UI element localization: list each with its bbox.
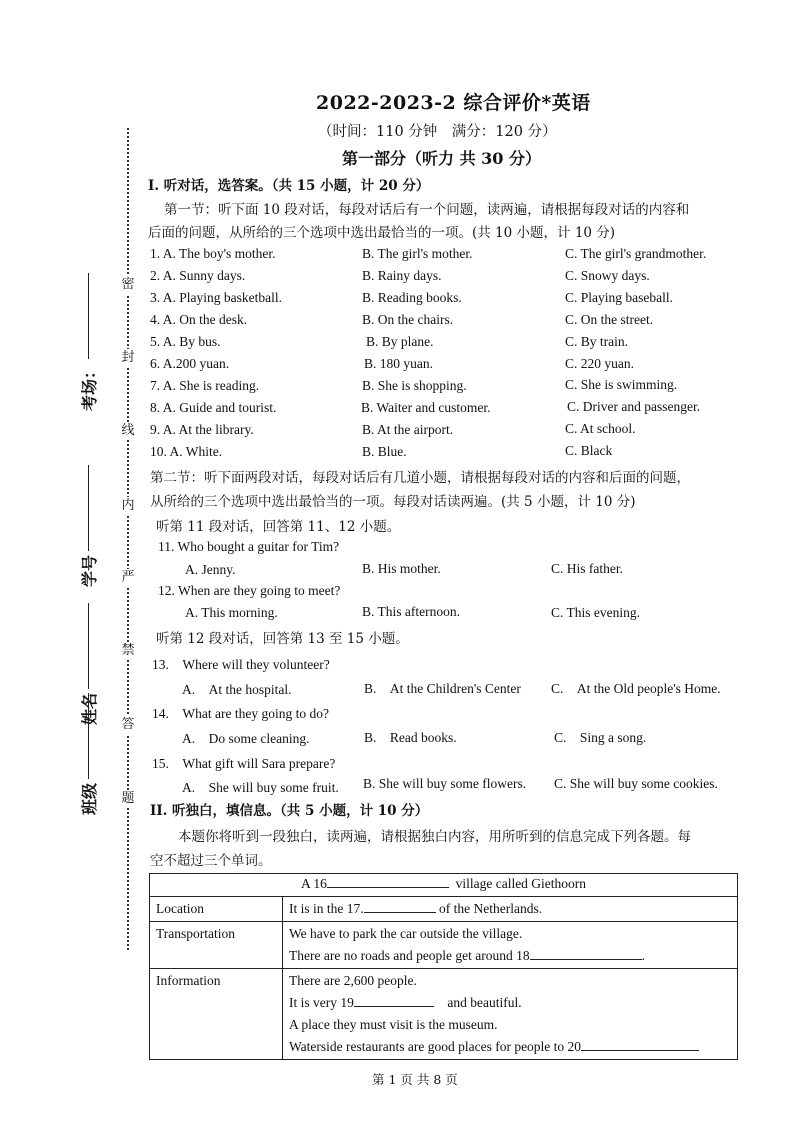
- q7-option-b[interactable]: B. She is shopping.: [362, 378, 467, 393]
- dialog12-instruction: 听第 12 段对话，回答第 13 至 15 小题。: [156, 631, 409, 647]
- q5-option-b[interactable]: B. By plane.: [366, 334, 434, 349]
- name-blank[interactable]: [88, 603, 89, 689]
- transport-label: Transportation: [150, 922, 283, 969]
- q8-option-a[interactable]: 8. A. Guide and tourist.: [150, 400, 277, 415]
- info-line: It is very 19: [289, 995, 354, 1010]
- section1-heading: I. 听对话，选答案。（共 15 小题，计 20 分）: [148, 178, 430, 194]
- q10-option-c[interactable]: C. Black: [565, 443, 613, 458]
- binding-dotted-line: [127, 128, 129, 950]
- transport-cell: [283, 922, 738, 969]
- seal-char: 线: [119, 422, 137, 440]
- section2-heading: II. 听独白，填信息。（共 5 小题，计 10 分）: [150, 803, 429, 819]
- section1-sub2-line1: 第二节：听下面两段对话，每段对话后有几道小题，请根据每段对话的内容和后面的问题，: [150, 470, 690, 486]
- q3-option-c[interactable]: C. Playing baseball.: [565, 290, 673, 305]
- q4-option-a[interactable]: 4. A. On the desk.: [150, 312, 248, 327]
- q11-question: 11. Who bought a guitar for Tim?: [158, 539, 340, 554]
- q6-option-b[interactable]: B. 180 yuan.: [364, 356, 433, 371]
- q4-option-c[interactable]: C. On the street.: [565, 312, 654, 327]
- page-number: 第 1 页 共 8 页: [372, 1072, 458, 1087]
- q8-option-b[interactable]: B. Waiter and customer.: [361, 400, 491, 415]
- q4-option-b[interactable]: B. On the chairs.: [362, 312, 454, 327]
- exam-room-label: 考场：: [79, 362, 99, 411]
- student-id-label: 学号: [79, 554, 99, 587]
- q14-option-b[interactable]: B. Read books.: [364, 730, 457, 745]
- transport-line: There are no roads and people get around 18: [289, 948, 530, 963]
- q15-option-c[interactable]: C. She will buy some cookies.: [554, 776, 718, 791]
- info-line: and beautiful.: [447, 995, 522, 1010]
- q12-option-b[interactable]: B. This afternoon.: [362, 604, 460, 619]
- q1-option-a[interactable]: 1. A. The boy's mother.: [150, 246, 276, 261]
- class-blank[interactable]: [88, 693, 89, 779]
- q1-option-c[interactable]: C. The girl's grandmother.: [565, 246, 707, 261]
- section2-desc-line1: 本题你将听到一段独白，读两遍，请根据独白内容，用所听到的信息完成下列各题。每: [178, 829, 691, 845]
- q10-option-a[interactable]: 10. A. White.: [150, 444, 223, 459]
- info-cell: [283, 969, 738, 1060]
- section1-sub1-line1: 第一节：听下面 10 段对话，每段对话后有一个问题，读两遍，请根据每段对话的内容和: [164, 202, 690, 218]
- q15-option-b[interactable]: B. She will buy some flowers.: [363, 776, 527, 791]
- seal-char: 内: [119, 497, 137, 515]
- q15-question: 15. What gift will Sara prepare?: [152, 756, 336, 771]
- q13-question: 13. Where will they volunteer?: [152, 657, 330, 672]
- seal-char: 答: [119, 716, 137, 734]
- q14-option-c[interactable]: C. Sing a song.: [554, 730, 647, 745]
- name-label: 姓名: [79, 692, 99, 725]
- q12-option-a[interactable]: A. This morning.: [185, 605, 278, 620]
- info-table: [149, 873, 738, 1060]
- part-one-heading: 第一部分（听力 共 30 分）: [342, 149, 541, 168]
- q8-option-c[interactable]: C. Driver and passenger.: [567, 399, 701, 414]
- q1-option-b[interactable]: B. The girl's mother.: [362, 246, 473, 261]
- page-title: 2022-2023-2 综合评价*英语: [316, 92, 591, 114]
- location-text: It is in the 17.: [289, 901, 364, 916]
- section1-sub1-line2: 后面的问题，从所给的三个选项中选出最恰当的一项。(共 10 小题，计 10 分): [148, 225, 616, 241]
- q6-option-c[interactable]: C. 220 yuan.: [565, 356, 634, 371]
- q2-option-b[interactable]: B. Rainy days.: [362, 268, 442, 283]
- q7-option-a[interactable]: 7. A. She is reading.: [150, 378, 260, 393]
- q11-option-a[interactable]: A. Jenny.: [185, 562, 236, 577]
- exam-room-field[interactable]: [77, 271, 99, 411]
- blank-20[interactable]: [581, 1038, 699, 1051]
- transport-line: .: [641, 948, 646, 963]
- q11-option-c[interactable]: C. His father.: [551, 561, 623, 576]
- q15-option-a[interactable]: A. She will buy some fruit.: [182, 780, 339, 795]
- q9-option-b[interactable]: B. At the airport.: [362, 422, 454, 437]
- seal-char: 密: [119, 276, 137, 294]
- location-text: of the Netherlands.: [439, 901, 543, 916]
- q9-option-a[interactable]: 9. A. At the library.: [150, 422, 254, 437]
- q3-option-b[interactable]: B. Reading books.: [362, 290, 462, 305]
- q13-option-c[interactable]: C. At the Old people's Home.: [551, 681, 721, 696]
- q9-option-c[interactable]: C. At school.: [565, 421, 636, 436]
- blank-17[interactable]: [364, 900, 436, 913]
- q14-question: 14. What are they going to do?: [152, 706, 329, 721]
- seal-char: 严: [119, 569, 137, 587]
- blank-16[interactable]: [327, 875, 449, 888]
- seal-char: 禁: [119, 642, 137, 660]
- info-line: Waterside restaurants are good places for people to 20: [289, 1039, 582, 1054]
- seal-char: 题: [119, 790, 137, 808]
- q13-option-a[interactable]: A. At the hospital.: [182, 682, 292, 697]
- blank-18[interactable]: [530, 947, 642, 960]
- exam-room-blank[interactable]: [88, 273, 89, 359]
- table-header-text: A 16: [300, 876, 327, 891]
- q7-option-c[interactable]: C. She is swimming.: [565, 377, 678, 392]
- q5-option-c[interactable]: C. By train.: [565, 334, 628, 349]
- student-id-field[interactable]: [77, 463, 99, 587]
- q12-question: 12. When are they going to meet?: [158, 583, 341, 598]
- location-label: Location: [150, 897, 283, 922]
- table-header: [150, 874, 738, 897]
- transport-line: We have to park the car outside the village.: [289, 926, 523, 941]
- q10-option-b[interactable]: B. Blue.: [362, 444, 407, 459]
- section1-sub2-line2: 从所给的三个选项中选出最恰当的一项。每段对话读两遍。(共 5 小题，计 10 分): [150, 494, 636, 510]
- q13-option-b[interactable]: B. At the Children's Center: [364, 681, 521, 696]
- q14-option-a[interactable]: A. Do some cleaning.: [182, 731, 310, 746]
- location-cell: [283, 897, 738, 922]
- info-line: A place they must visit is the museum.: [289, 1017, 498, 1032]
- seal-char: 封: [119, 349, 137, 367]
- class-label: 班级: [79, 782, 99, 815]
- info-line: There are 2,600 people.: [289, 973, 417, 988]
- table-header-text: village called Giethoorn: [455, 876, 587, 891]
- q2-option-a[interactable]: 2. A. Sunny days.: [150, 268, 246, 283]
- student-id-blank[interactable]: [88, 465, 89, 551]
- dialog11-instruction: 听第 11 段对话，回答第 11、12 小题。: [156, 519, 401, 535]
- time-info: （时间：110 分钟 满分：120 分）: [318, 124, 557, 140]
- q3-option-a[interactable]: 3. A. Playing basketball.: [150, 290, 282, 305]
- info-label: Information: [150, 969, 283, 1060]
- section2-desc-line2: 空不超过三个单词。: [150, 853, 272, 869]
- q12-option-c[interactable]: C. This evening.: [551, 605, 640, 620]
- q2-option-c[interactable]: C. Snowy days.: [565, 268, 650, 283]
- q6-option-a[interactable]: 6. A.200 yuan.: [150, 356, 230, 371]
- q5-option-a[interactable]: 5. A. By bus.: [150, 334, 221, 349]
- blank-19[interactable]: [354, 994, 434, 1007]
- q11-option-b[interactable]: B. His mother.: [362, 561, 441, 576]
- class-field[interactable]: [77, 691, 99, 815]
